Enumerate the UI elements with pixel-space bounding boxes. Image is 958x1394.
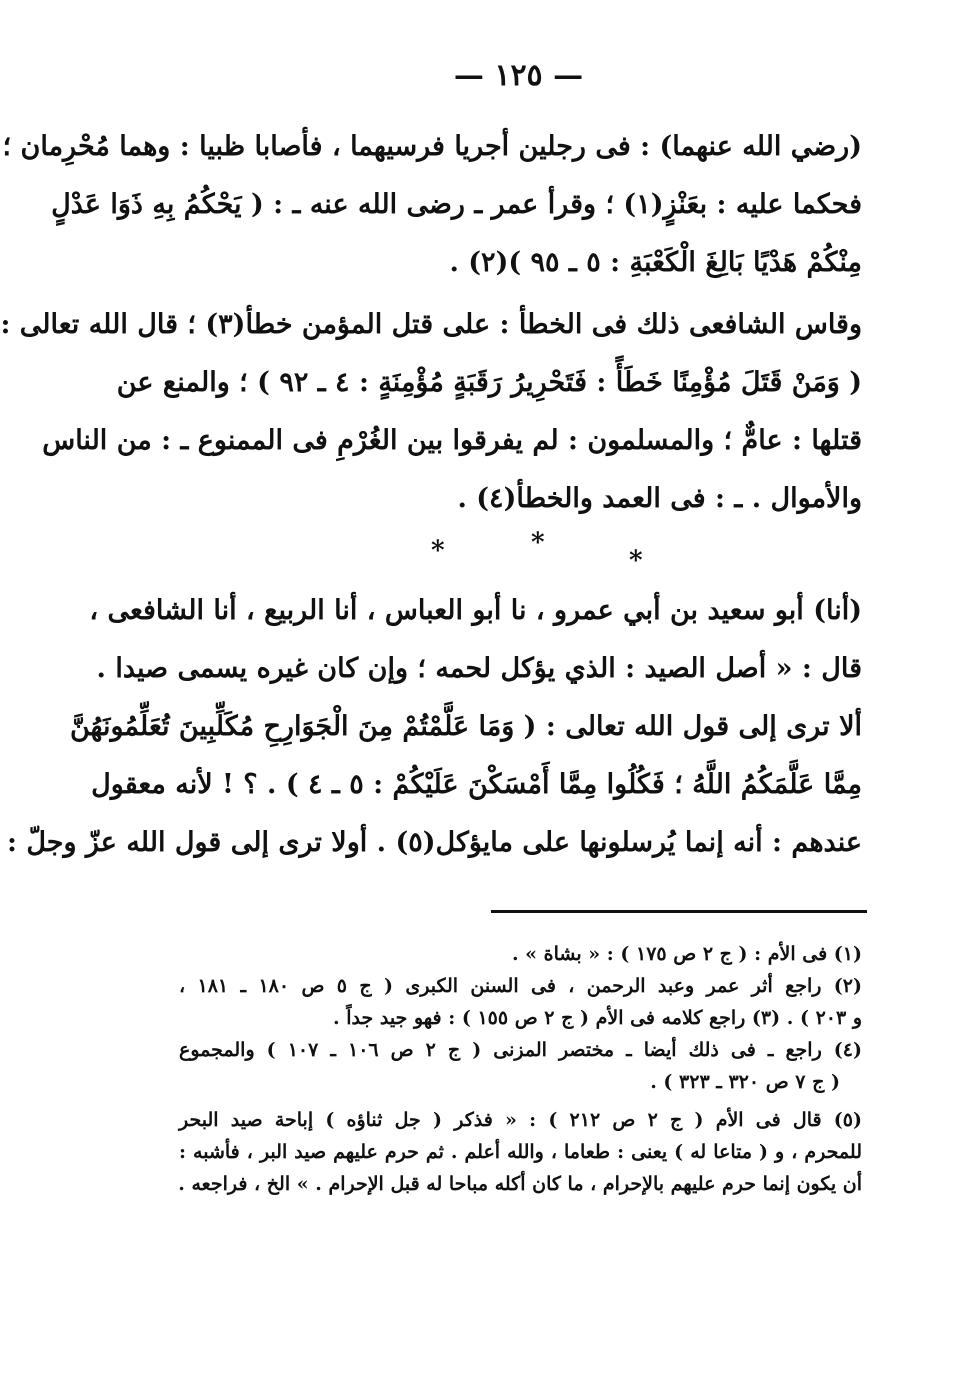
- text-line: والأموال . ـ : فى العمد والخطأ(٤) .: [457, 483, 862, 514]
- footnote-line: ( ج ٧ ص ٣٢٠ ـ ٣٢٣ ) .: [650, 1071, 840, 1093]
- text-line: قتلها : عامٌّ ؛ والمسلمون : لم يفرقوا بين الغُرْمِ فى الممنوع ـ : من الناس: [42, 425, 862, 456]
- footnote-line: (٥) قال فى الأم ( ج ٢ ص ٢١٢ ) : « فذكر ( جل ثناؤه ) إباحة صيد البحر: [179, 1109, 863, 1131]
- footnote-line: (٤) راجع ـ فى ذلك أيضا ـ مختصر المزنى ( ج ٢ ص ١٠٦ ـ ١٠٧ ) والمجموع: [179, 1039, 863, 1061]
- text-line: ألا ترى إلى قول الله تعالى : ( وَمَا عَلَّمْتُمْ مِنَ الْجَوَارِحِ مُكَلِّبِينَ تُعَلِّمُونَهُنَّ: [69, 711, 862, 742]
- main-text: [0, 118, 862, 872]
- footnotes: [179, 938, 862, 1200]
- separator-star: *: [431, 536, 445, 566]
- text-line: وقاس الشافعى ذلك فى الخطأ : على قتل المؤمن خطأ(٣) ؛ قال الله تعالى :: [0, 309, 862, 340]
- footnote-line: للمحرم ، و ( متاعا له ) يعنى : طعاما ، والله أعلم . ثم حرم عليهم صيد البر ، فأشبه :: [179, 1141, 862, 1163]
- text-line: فحكما عليه : بعَنْزٍ(١) ؛ وقرأ عمر ـ رضى الله عنه ـ : ( يَحْكُمُ بِهِ ذَوَا عَدْلٍ: [51, 189, 862, 220]
- text-line: مِنْكُمْ هَدْيًا بَالِغَ الْكَعْبَةِ : ٥ ـ ٩٥ )(٢) .: [449, 247, 862, 278]
- text-line: قال : « أصل الصيد : الذي يؤكل لحمه ؛ وإن كان غيره يسمى صيدا .: [96, 653, 862, 684]
- footnote-line: أن يكون إنما حرم عليهم بالإحرام ، ما كان أكله مباحا له قبل الإحرام . » الخ ، فراجعه .: [178, 1173, 862, 1195]
- footnote-line: (٢) راجع أثر عمر وعبد الرحمن ، فى السنن الكبرى ( ج ٥ ص ١٨٠ ـ ١٨١ ،: [179, 975, 862, 997]
- footnote-line: و ٢٠٣ ) . (٣) راجع كلامه فى الأم ( ج ٢ ص ١٥٥ ) : فهو جيد جداً .: [333, 1007, 862, 1029]
- separator-star: *: [629, 546, 643, 576]
- text-line: (رضي الله عنهما) : فى رجلين أجريا فرسيهما ، فأصابا ظبيا : وهما مُحْرِمان ؛: [2, 131, 862, 162]
- page-number: — ١٢٥ —: [453, 58, 584, 93]
- text-line: (أنا) أبو سعيد بن أبي عمرو ، نا أبو العباس ، أنا الربيع ، أنا الشافعى ،: [89, 595, 862, 626]
- separator-star: *: [531, 528, 545, 558]
- footnote-divider: [491, 910, 867, 913]
- text-line: عندهم : أنه إنما يُرسلونها على مايؤكل(٥) . أولا ترى إلى قول الله عزّ وجلّ :: [6, 827, 862, 858]
- footnote-line: (١) فى الأم : ( ج ٢ ص ١٧٥ ) : « بشاة » .: [511, 943, 862, 965]
- section-separator: [179, 528, 862, 582]
- text-line: مِمَّا عَلَّمَكُمُ اللَّهُ ؛ فَكُلُوا مِمَّا أَمْسَكْنَ عَلَيْكُمْ : ٥ ـ ٤ ) . ؟ ! لأنه معقول: [91, 769, 862, 800]
- text-line: ( وَمَنْ قَتَلَ مُؤْمِنًا خَطَأً : فَتَحْرِيرُ رَقَبَةٍ مُؤْمِنَةٍ : ٤ ـ ٩٢ ) ؛ والمنع عن: [116, 367, 862, 398]
